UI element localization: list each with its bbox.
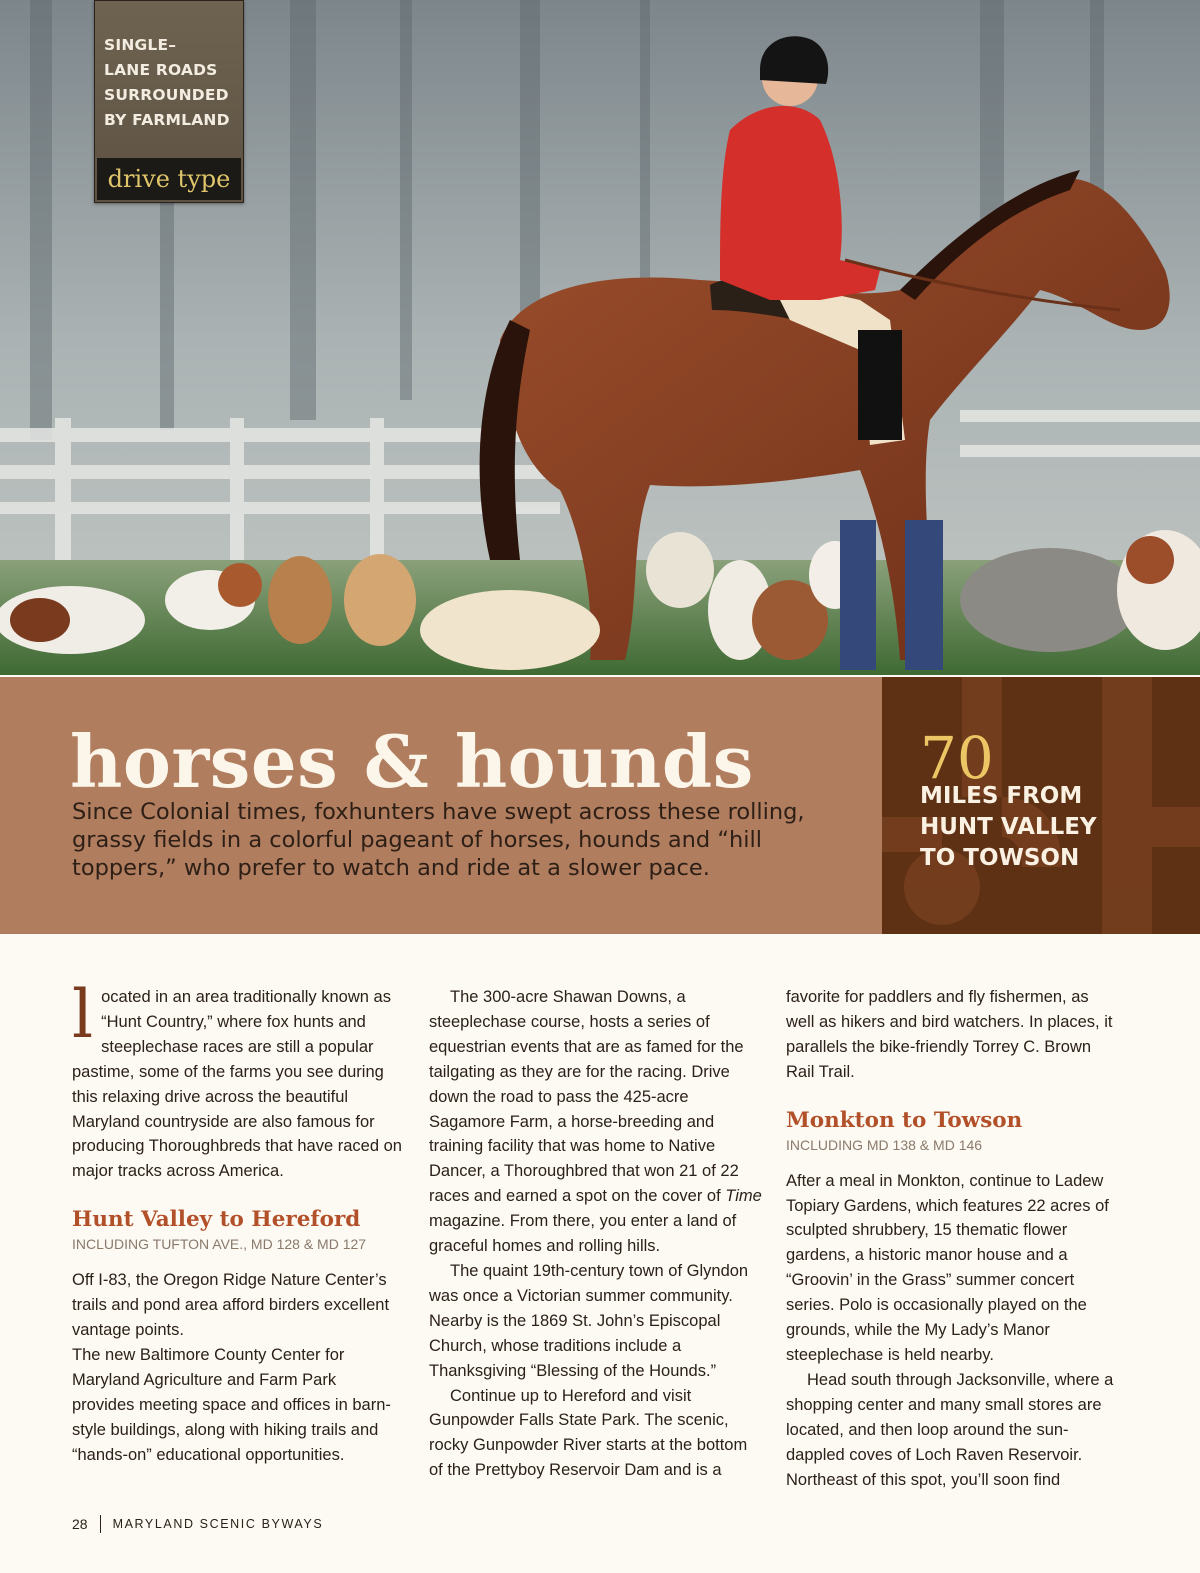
article-paragraph: favorite for paddlers and fly fishermen, as well as hikers and bird watchers. In places, it parallels the bike-friendly Torrey C. Brown Rail Trail. xyxy=(786,988,1113,1081)
stat-label xyxy=(920,781,1190,874)
article-column-1 xyxy=(72,976,402,1468)
title-block xyxy=(0,677,882,934)
article-paragraph: Continue up to Hereford and visit Gunpowder Falls State Park. The scenic, rocky Gunpowder River starts at the bottom of the Prettyboy Reservoir Dam and is a xyxy=(429,1386,748,1480)
paragraph-text: The 300-acre Shawan Downs, a steeplechase course, hosts a series of equestrian events that are as famed for the tailgating as they are for the racing. Drive down the road to pass the 425-acre Sagamore Farm, a horse-breeding and training facility that was home to Native Dancer, a Thoroughbred that won 21 of 22 races and earned a spot on the cover of xyxy=(429,988,744,1206)
section-heading: Hunt Valley to Hereford xyxy=(72,1207,361,1233)
stat-label-line: HUNT VALLEY xyxy=(920,814,1097,840)
article-paragraph: Head south through Jacksonville, where a shopping center and many small stores are located, and then loop around the sun-dappled coves of Loch Raven Reservoir. Northeast of this spot, you’ll soon find xyxy=(786,1370,1114,1489)
drop-cap: l xyxy=(72,976,94,1053)
drive-type-tag xyxy=(94,0,244,203)
footer-divider xyxy=(100,1515,101,1533)
page-number: 28 xyxy=(72,1516,88,1532)
stat-label-line: MILES FROM xyxy=(920,783,1083,809)
stat-label-line: TO TOWSON xyxy=(920,845,1080,871)
magazine-title: Time xyxy=(725,1187,762,1206)
section-subheading: INCLUDING MD 138 & MD 146 xyxy=(786,1136,983,1153)
article-paragraph xyxy=(72,976,402,1184)
distance-stat-panel xyxy=(882,677,1200,934)
intro-text: Since Colonial times, foxhunters have swept across these rolling, grassy fields in a colorful pageant of horses, hounds and “hill toppers,” who prefer to watch and ride at a slower pace. xyxy=(72,799,805,881)
page-title: horses & hounds xyxy=(70,719,754,804)
article-paragraph: The new Baltimore County Center for Maryland Agriculture and Farm Park provides meeting space and offices in barn-style buildings, along with hiking trails and “hands-on” educational opportunities. xyxy=(72,1345,391,1464)
drive-type-description xyxy=(104,33,242,133)
drive-tag-line: SURROUNDED xyxy=(104,86,229,104)
drive-tag-line: SINGLE– xyxy=(104,36,177,54)
section-heading: Monkton to Towson xyxy=(786,1107,1023,1133)
article-column-3 xyxy=(786,985,1116,1492)
paragraph-text: ocated in an area traditionally known as “Hunt Country,” where fox hunts and steeplechase races are still a popular pastime, some of the farms you see during this relaxing drive across the beautiful Maryland countryside are also famous for producing Thoroughbreds that have raced on major tracks across America. xyxy=(72,988,402,1181)
article-paragraph: The quaint 19th-century town of Glyndon was once a Victorian summer community. Nearby is the 1869 St. John’s Episcopal Church, whose traditions include a Thanksgiving “Blessing of the Hounds.” xyxy=(429,1261,749,1380)
drive-tag-line: BY FARMLAND xyxy=(104,111,230,129)
article-column-2 xyxy=(429,985,764,1483)
hero-photo xyxy=(0,0,1200,675)
drive-tag-line: LANE ROADS xyxy=(104,61,218,79)
paragraph-text: magazine. From there, you enter a land of graceful homes and rolling hills. xyxy=(429,1212,737,1256)
publication-title: MARYLAND SCENIC BYWAYS xyxy=(112,1517,324,1531)
article-paragraph xyxy=(429,985,764,1259)
drive-type-label: drive type xyxy=(97,158,241,200)
section-subheading: INCLUDING TUFTON AVE., MD 128 & MD 127 xyxy=(72,1236,367,1253)
page-footer xyxy=(72,1515,323,1533)
stat-number: 70 xyxy=(920,724,994,792)
title-band xyxy=(0,677,1200,934)
article-paragraph: After a meal in Monkton, continue to Ladew Topiary Gardens, which features 22 acres of sculpted shrubbery, 15 thematic flower gardens, a historic manor house and a “Groovin’ in the Grass” summer concert series. Polo is occasionally played on the grounds, while the My Lady’s Manor steeplechase is held nearby. xyxy=(786,1171,1109,1364)
article-paragraph: Off I-83, the Oregon Ridge Nature Center’s trails and pond area afford birders excellent vantage points. xyxy=(72,1271,390,1340)
